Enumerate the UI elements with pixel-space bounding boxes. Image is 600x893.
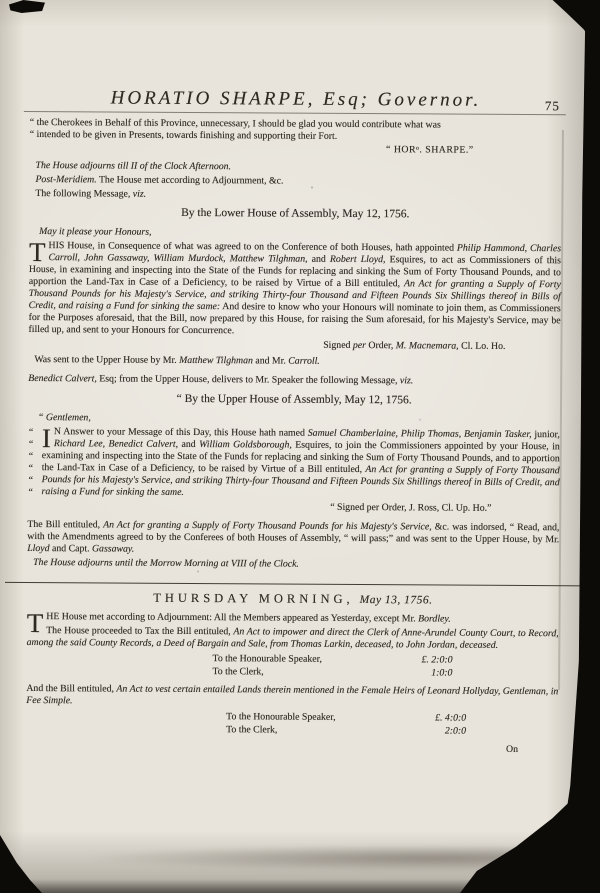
text-segment: Benedict Calvert, xyxy=(28,372,97,385)
text-segment: Cl. Lo. Ho. xyxy=(458,340,506,352)
drop-cap: T xyxy=(28,236,46,268)
text-segment: And the Bill entituled, xyxy=(26,682,117,695)
text-segment: Esquires, to act as Commissioners of this House, in examining and inspecting into the State of the Funds for replacing and sinking the Sum of Forty Thousand Pounds, and to apportion the Land-Tax in Case of a Deficiency, to be raised by Virtue of a Bill entituled, xyxy=(28,254,561,290)
text-segment: M. Macnemara, xyxy=(395,340,459,352)
text-segment: Philip Hammond, Charles Carroll, John Gassaway, William Murdock, Matthew Tilghman, xyxy=(48,242,562,265)
signature-sharpe: “ HORᵒ. SHARPE.” xyxy=(386,144,474,156)
text-segment: An Act for granting a Supply of Forty Thousand Pounds for his Majesty's Service, and striking Thirty-four Thousand and Fifteen Pounds Six Shillings thereof in Bills of Credit, and raising a Fund for sinking the same. xyxy=(41,464,560,498)
text-segment: Gassaway. xyxy=(91,543,135,555)
text-segment: An Act to impower and direct the Clerk of Anne-Arundel County Court, to Record, among the said County Records, a Deed of Bargain and Sale, from Thomas Larkin, deceased, to John Jordan, deceased. xyxy=(26,626,559,651)
text-segment: The following Message, xyxy=(35,188,133,200)
calvert-delivers-line xyxy=(28,373,560,388)
paragraph-text xyxy=(41,423,560,498)
drop-cap: T xyxy=(26,607,44,639)
fee-label: To the Honourable Speaker, xyxy=(226,711,336,723)
text-segment: and Mr. xyxy=(252,355,289,367)
scan-artifact-top-left-mark xyxy=(9,0,45,13)
text-segment: HE House met according to Adjournment: All the Members appeared as Yesterday, except Mr. xyxy=(46,611,419,625)
thursday-heading xyxy=(27,591,559,608)
text-segment: Bordley. xyxy=(418,613,451,625)
text-segment: Samuel Chamberlaine, Philip Thomas, Benjamin Tasker, xyxy=(307,427,532,441)
scan-artifact-bottom-right-corner xyxy=(460,783,600,893)
text-segment: And desire to know who your Honours will nominate to join them, as Commissioners for the Purposes aforesaid, that the Bill, now prepared by this House, for raising the Sum aforesaid, for his Majesty's Service, may be filled up, and sent to your Honours for Concurrence. xyxy=(28,301,561,337)
quoted-line: “ intended to be given in Presents, towards finishing and supporting their Fort. xyxy=(29,128,338,142)
text-segment: An Act to vest certain entailed Lands therein mentioned in the Female Heirs of Leonard Hollyday, Gentleman, in Fee Simple. xyxy=(26,683,559,707)
fee-amount: £. 4:0:0 xyxy=(435,712,467,724)
header-rule xyxy=(24,111,566,115)
fee-amount: 2:0:0 xyxy=(444,725,467,737)
fee-label: To the Honourable Speaker, xyxy=(212,653,322,665)
text-segment: junior, xyxy=(531,429,560,441)
text-segment: HIS House, in Consequence of what was agreed to on the Conference of both Houses, hath appointed xyxy=(48,240,457,254)
text-segment: William Goldsborough, xyxy=(199,439,292,451)
text-segment: and xyxy=(178,438,200,451)
sent-to-upper-line xyxy=(28,354,560,369)
text-segment: Carroll. xyxy=(288,355,320,367)
page-content xyxy=(26,87,562,756)
upper-house-message-paragraph xyxy=(41,423,560,501)
fee-label: To the Clerk, xyxy=(212,666,264,678)
text-segment: viz. xyxy=(399,375,414,387)
text-segment: Esquires, to join the Commissioners appointed by your House, in examining and inspecting into the State of the Funds for replacing and sinking the Sum of Forty Thousand Pounds, and to apportion the Land-Tax in Case of a Deficiency, to be raised by Virtue of a Bill entituled, xyxy=(41,439,560,476)
adjournment-afternoon-line: The House adjourns till II of the Clock Afternoon. xyxy=(35,160,232,173)
fee-row xyxy=(212,665,558,680)
paragraph-text xyxy=(28,236,562,337)
text-segment: N Answer to your Message of this Day, this House hath named xyxy=(53,426,308,439)
text-segment: Lloyd xyxy=(27,542,50,555)
thursday-title: THURSDAY MORNING, xyxy=(153,590,354,606)
lower-house-heading: By the Lower House of Assembly, May 12, 1756. xyxy=(181,206,410,221)
signature-lower-clerk xyxy=(28,338,505,353)
adjournment-morrow-line: The House adjourns until the Morrow Morning at VIII of the Clock. xyxy=(33,557,299,570)
salutation-lower: May it please your Honours, xyxy=(39,226,152,238)
text-segment: The House proceeded to Tax the Bill entituled, xyxy=(46,625,234,638)
text-segment: Esq; from the Upper House, delivers to Mr. Speaker the following Message, xyxy=(96,373,400,387)
salutation-upper: “ Gentlemen, xyxy=(37,412,91,424)
text-segment: Order, xyxy=(365,340,396,352)
catchword: On xyxy=(505,743,519,755)
fee-table-2 xyxy=(226,710,558,738)
text-segment: Richard Lee, Benedict Calvert, xyxy=(53,438,179,450)
running-header xyxy=(30,87,562,114)
scan-artifact-smudge xyxy=(90,845,550,871)
text-segment: An Act for granting a Supply of Forty Thousand Pounds for his Majesty's Service, xyxy=(103,519,432,533)
bill-indorsed-paragraph xyxy=(27,519,559,558)
thursday-date: May 13, 1756. xyxy=(359,594,433,607)
quoted-line: “ the Cherokees in Behalf of this Province, unnecessary, I should be glad you would contribute what was xyxy=(29,116,441,131)
text-segment: Signed xyxy=(323,339,353,351)
lower-house-message-paragraph xyxy=(28,236,562,339)
fee-row xyxy=(226,723,558,738)
fee-amount: £. 2:0:0 xyxy=(421,654,453,666)
text-segment: Was sent to the Upper House by Mr. xyxy=(34,354,180,366)
section-divider-rule xyxy=(5,582,585,587)
vest-bill-paragraph xyxy=(26,683,558,710)
text-segment: per xyxy=(352,339,367,352)
upper-house-heading: “ By the Upper House of Assembly, May 12, 1756. xyxy=(176,392,412,407)
text-segment: &c. was indorsed, “ Read, and, with the Amendments agreed to by the Conferees of both Houses of Assembly, “ will pass;” and was sent to the Upper House, by Mr. xyxy=(27,521,560,546)
text-segment: Matthew Tilghman xyxy=(179,354,253,367)
drop-cap: “ “ “ “ “ “ I xyxy=(41,423,51,454)
fee-amount: 1:0:0 xyxy=(431,667,453,679)
page-header-title: HORATIO SHARPE, Esq; Governor. xyxy=(110,87,482,111)
following-message-line xyxy=(29,188,561,203)
signature-upper-clerk: “ Signed per Order, J. Ross, Cl. Up. Ho.” xyxy=(330,501,492,514)
text-segment: An Act for granting a Supply of Forty Thousand Pounds for his Majesty's Service, and striking Thirty-four Thousand and Fifteen Pounds Six Shillings thereof in Bills of Credit, and raising a Fund for sinking the same: xyxy=(28,278,561,313)
text-segment: and xyxy=(307,253,330,265)
text-segment: Robert Lloyd, xyxy=(329,253,386,266)
text-segment: viz. xyxy=(132,188,147,200)
text-segment: The Bill entituled, xyxy=(27,518,104,531)
page-number: 75 xyxy=(544,98,560,114)
fee-label: To the Clerk, xyxy=(226,724,278,736)
fee-table-1 xyxy=(212,652,558,680)
text-segment: The House met according to Adjournment, &c. xyxy=(96,174,284,187)
paragraph-text xyxy=(46,611,450,624)
text-segment: Post-Meridiem. xyxy=(35,174,97,186)
text-segment: and Capt. xyxy=(49,543,93,555)
tax-bill-paragraph xyxy=(27,625,559,652)
post-meridiem-line xyxy=(29,174,561,189)
